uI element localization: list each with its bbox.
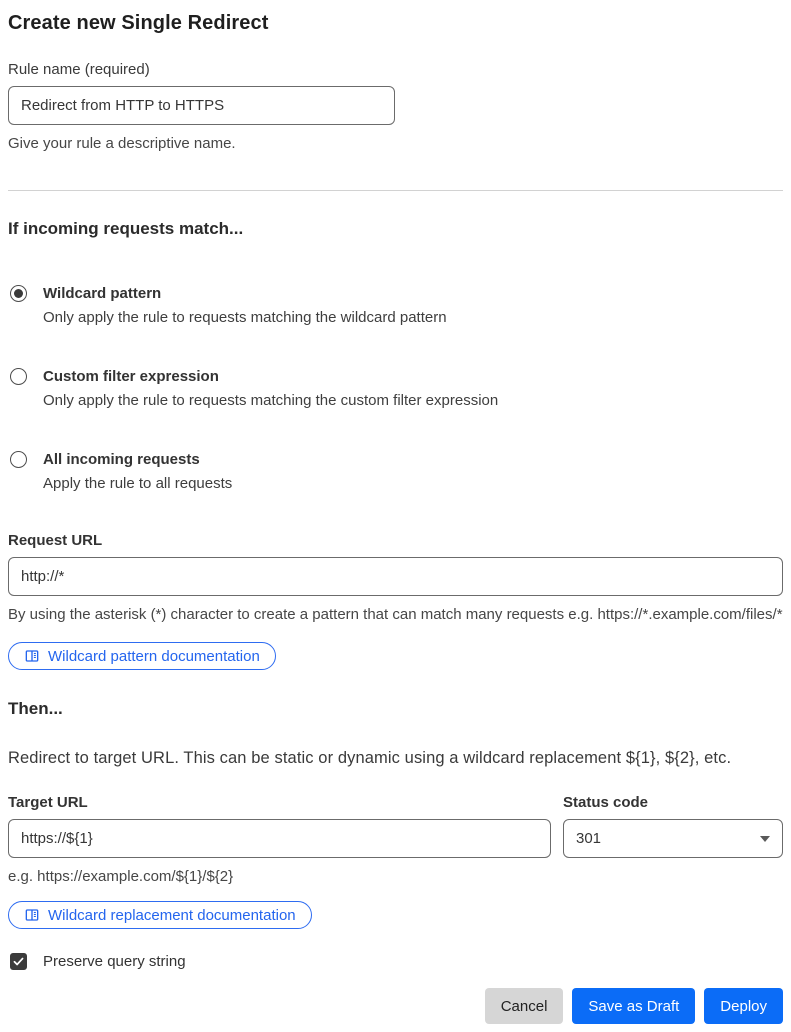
status-code-label: Status code bbox=[563, 794, 649, 811]
book-icon bbox=[24, 648, 40, 664]
cancel-button[interactable]: Cancel bbox=[485, 988, 564, 1024]
match-type-radio-group bbox=[8, 283, 783, 495]
target-url-input[interactable] bbox=[8, 819, 551, 858]
radio-option-all-requests[interactable] bbox=[8, 449, 783, 495]
doc-button-label: Wildcard replacement documentation bbox=[48, 906, 296, 924]
request-url-label: Request URL bbox=[8, 532, 103, 549]
target-url-label: Target URL bbox=[8, 794, 88, 811]
radio-option-description: Apply the rule to all requests bbox=[43, 475, 233, 492]
request-url-helper: By using the asterisk (*) character to create a pattern that can match many requests e.g. https://*.example.com/files/* bbox=[8, 606, 783, 623]
radio-option-label: Wildcard pattern bbox=[43, 285, 162, 302]
rule-name-label: Rule name (required) bbox=[8, 61, 150, 78]
then-description: Redirect to target URL. This can be static or dynamic using a wildcard replacement ${1}, ${2}, etc. bbox=[8, 749, 732, 767]
deploy-button[interactable]: Deploy bbox=[704, 988, 783, 1024]
radio-option-wildcard-pattern[interactable] bbox=[8, 283, 783, 329]
radio-option-description: Only apply the rule to requests matching the wildcard pattern bbox=[43, 309, 447, 326]
status-code-value: 301 bbox=[576, 830, 602, 847]
preserve-query-label: Preserve query string bbox=[43, 953, 186, 970]
book-icon bbox=[24, 907, 40, 923]
checkbox-icon[interactable] bbox=[10, 953, 27, 970]
wildcard-pattern-docs-button[interactable] bbox=[8, 642, 276, 670]
target-status-row bbox=[8, 768, 783, 889]
target-url-helper: e.g. https://example.com/${1}/${2} bbox=[8, 868, 234, 885]
radio-option-label: All incoming requests bbox=[43, 451, 200, 468]
rule-name-helper: Give your rule a descriptive name. bbox=[8, 135, 236, 152]
status-code-select[interactable] bbox=[563, 819, 783, 858]
match-section-heading: If incoming requests match... bbox=[8, 219, 244, 238]
save-as-draft-button[interactable]: Save as Draft bbox=[572, 988, 695, 1024]
page-title: Create new Single Redirect bbox=[8, 12, 269, 34]
then-section-heading: Then... bbox=[8, 699, 63, 718]
radio-option-description: Only apply the rule to requests matching the custom filter expression bbox=[43, 392, 499, 409]
radio-button-icon[interactable] bbox=[10, 451, 27, 468]
chevron-down-icon bbox=[760, 836, 770, 842]
preserve-query-row[interactable] bbox=[8, 953, 783, 970]
radio-button-icon[interactable] bbox=[10, 285, 27, 302]
footer-actions bbox=[485, 988, 783, 1024]
radio-option-label: Custom filter expression bbox=[43, 368, 219, 385]
wildcard-replacement-docs-button[interactable] bbox=[8, 901, 312, 929]
rule-name-input[interactable] bbox=[8, 86, 395, 125]
radio-option-custom-filter[interactable] bbox=[8, 366, 783, 412]
section-divider bbox=[8, 190, 783, 191]
request-url-input[interactable] bbox=[8, 557, 783, 596]
radio-button-icon[interactable] bbox=[10, 368, 27, 385]
doc-button-label: Wildcard pattern documentation bbox=[48, 647, 260, 665]
